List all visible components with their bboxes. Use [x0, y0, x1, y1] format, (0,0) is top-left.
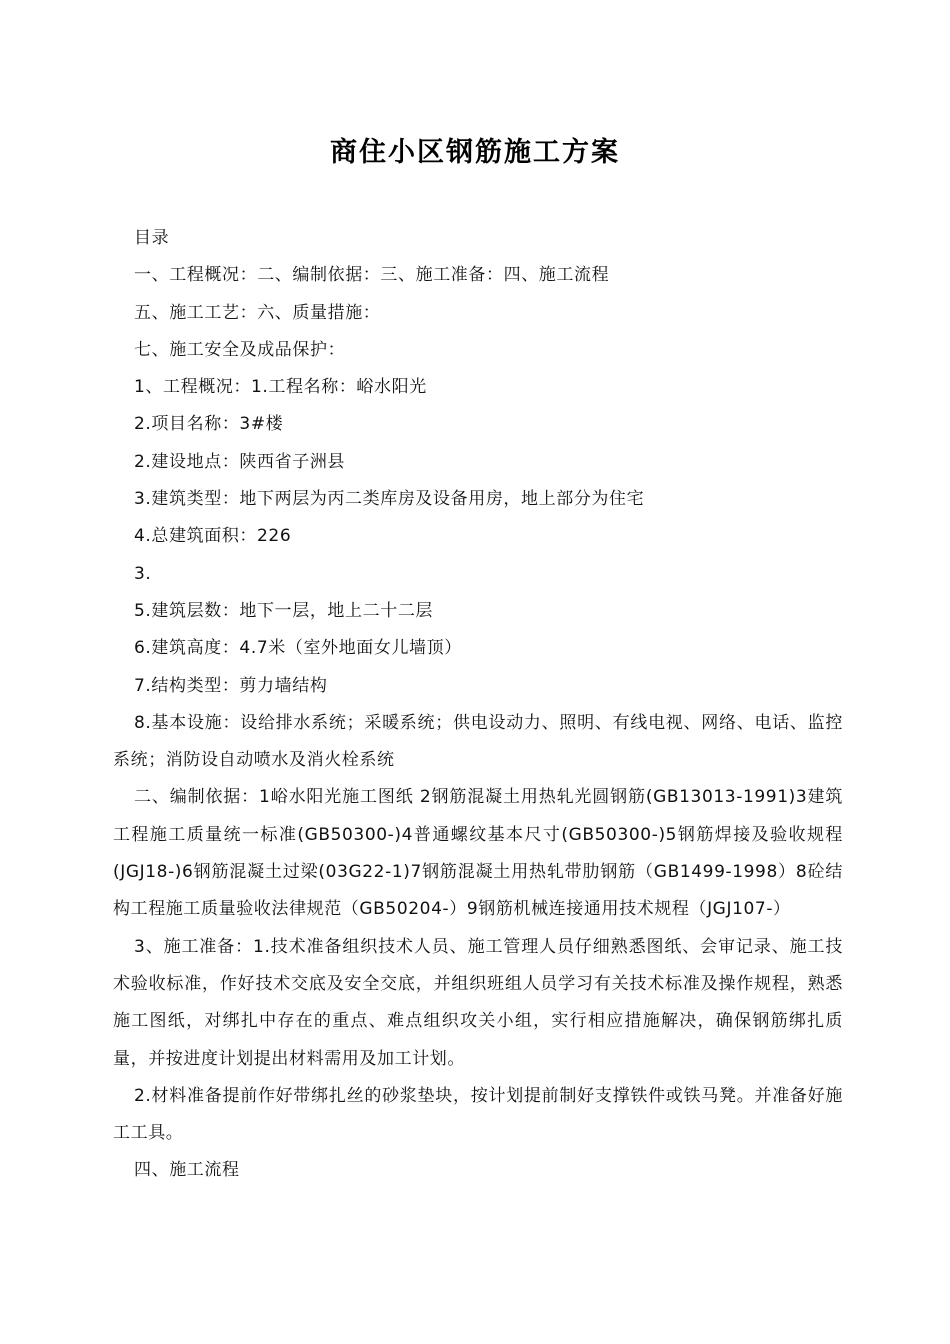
overview-line: 3.	[134, 563, 152, 584]
overview-line: 3.建筑类型：地下两层为丙二类库房及设备用房，地上部分为住宅	[134, 489, 645, 510]
overview-facilities-paragraph: 8.基本设施：设给排水系统；采暖系统；供电设动力、照明、有线电视、网络、电话、监控系统；消防设自动喷水及消火栓系统	[113, 712, 843, 771]
overview-line: 6.建筑高度：4.7米（室外地面女儿墙顶）	[134, 638, 462, 659]
overview-line: 1、工程概况：1.工程名称：峪水阳光	[134, 377, 427, 398]
basis-paragraph: 二、编制依据：1峪水阳光施工图纸 2钢筋混凝土用热轧光圆钢筋(GB13013-1991)3建筑工程施工质量统一标准(GB50300-)4普通螺纹基本尺寸(GB50300-)5钢筋焊接及验收规程(JGJ18-)6钢筋混凝土过梁(03G22-1)7钢筋混凝土用热轧带肋钢筋（GB1499-1998）8砼结构工程施工质量验收法律规范（GB50204-）9钢筋机械连接通用技术规程（JGJ107-）	[113, 787, 843, 920]
overview-line: 2.项目名称：3#楼	[134, 414, 284, 435]
toc-line: 七、施工安全及成品保护：	[134, 339, 346, 360]
overview-line: 7.结构类型：剪力墙结构	[134, 675, 328, 696]
document-title: 商住小区钢筋施工方案	[330, 137, 620, 168]
overview-line: 2.建设地点：陕西省子洲县	[134, 451, 346, 472]
toc-line: 一、工程概况：二、编制依据：三、施工准备：四、施工流程	[134, 265, 610, 286]
prep-material-paragraph: 2.材料准备提前作好带绑扎丝的砂浆垫块，按计划提前制好支撑铁件或铁马凳。并准备好施工工具。	[113, 1085, 843, 1144]
prep-technical-paragraph: 3、施工准备：1.技术准备组织技术人员、施工管理人员仔细熟悉图纸、会审记录、施工技术验收标准，作好技术交底及安全交底，并组织班组人员学习有关技术标准及操作规程，熟悉施工图纸，对绑扎中存在的重点、难点组织攻关小组，实行相应措施解决，确保钢筋绑扎质量，并按进度计划提出材料需用及加工计划。	[113, 936, 843, 1069]
overview-line: 4.总建筑面积：226	[134, 526, 292, 547]
toc-line: 五、施工工艺：六、质量措施：	[134, 302, 381, 323]
toc-heading: 目录	[134, 228, 170, 248]
flow-heading: 四、施工流程	[134, 1160, 240, 1181]
overview-line: 5.建筑层数：地下一层，地上二十二层	[134, 600, 434, 621]
document-body	[113, 220, 843, 1190]
